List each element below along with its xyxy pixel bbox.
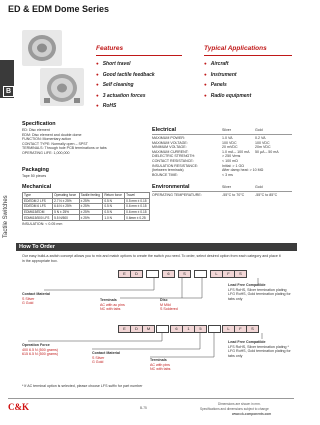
- table-row: EDM615/500 LFS 5.5 N/500 ± 25% 1.0 N 0.6mm ± 0.25: [23, 215, 150, 221]
- application-item: ● Radio equipment: [204, 91, 251, 102]
- environmental-col-gold: Gold: [255, 185, 263, 189]
- feature-item: ● 3 actuation forces: [96, 91, 155, 102]
- code-box: E: [118, 270, 131, 278]
- feature-item: ● RoHS: [96, 101, 155, 112]
- edm-contact-material: Contact Material S Silver G Gold: [92, 351, 120, 365]
- electrical-rule: [152, 134, 292, 135]
- electrical-col-silver: Silver: [222, 128, 231, 132]
- applications-list: [204, 59, 251, 101]
- code-box: 5: [194, 325, 207, 333]
- footer-url[interactable]: www.ck-components.com: [232, 412, 272, 416]
- col-header: Operating force: [53, 193, 80, 199]
- code-box: 6: [162, 270, 175, 278]
- applications-rule: [204, 55, 292, 56]
- spec-line: OPERATING LIFE: 1,000,000: [22, 150, 70, 155]
- footer-note-2: Specifications and dimensions subject to change: [200, 407, 269, 411]
- feature-item: ● Good tactile feedback: [96, 70, 155, 81]
- features-heading: Features: [96, 45, 124, 52]
- packaging-line: Tape 50 pieces: [22, 174, 47, 178]
- page-title: ED & EDM Dome Series: [8, 4, 110, 14]
- col-header: Travel: [125, 193, 150, 199]
- spec-line: FUNCTION: Momentary action: [22, 137, 72, 142]
- how-to-order-heading: How To Order: [16, 243, 297, 251]
- electrical-row: (between terminals) After damp heat: > 10 MΩ: [152, 168, 264, 173]
- electrical-row: MINIMUM VOLTAGE: 20 mVDC 20m VDC: [152, 145, 271, 150]
- product-image-top: [22, 30, 62, 66]
- features-rule: [96, 55, 182, 56]
- electrical-row: BOUNCE TIME: < 3 ms: [152, 172, 233, 177]
- application-item: ● Aircraft: [204, 59, 251, 70]
- order-footnote: * If AC terminal option is selected, please choose LFS suffix for part number: [22, 384, 143, 388]
- electrical-row: DIELECTRIC STRENGTH: > 250 Vrms: [152, 154, 241, 159]
- col-header: Tactile feeling: [79, 193, 103, 199]
- ed-disc: Disc M Mild S Soldered: [160, 298, 178, 312]
- code-box: 6: [170, 325, 183, 333]
- edm-terminals: Terminals AC with pins NC with tabs: [150, 358, 171, 372]
- code-box: S: [246, 325, 259, 333]
- feature-item: ● Short travel: [96, 59, 155, 70]
- code-box: F: [222, 270, 235, 278]
- code-box: L: [222, 325, 235, 333]
- edm-lead-free: Lead Free Compatible LFS RoHS, Silver termination plating * LFG RoHS, Gold termination plating for tabs only: [228, 340, 291, 358]
- code-box: S: [178, 270, 191, 278]
- side-tab-letter: B: [3, 86, 14, 97]
- table-row: EDM615/EDM 5 N ± 25% ± 25% 0.5 N 0.6 mm ± 0.15: [23, 209, 150, 215]
- ed-lead-free: Lead Free Compatible LFS RoHS, Silver termination plating LFG RoHS, Gold termination plating for tabs only: [228, 283, 291, 301]
- ck-logo: C&K: [8, 402, 29, 412]
- code-box: L: [210, 270, 223, 278]
- application-item: ● Instrument: [204, 70, 251, 81]
- edm-operation-force: Operation Force 400 6.5 N (500 grams) 615 6.5 N (500 grams): [22, 343, 58, 357]
- col-header: Return force: [103, 193, 125, 199]
- mechanical-note: INSULATION: < 0.05 mm: [22, 222, 63, 226]
- spec-line: TERMINALS: Through hole PCB terminations or tabs: [22, 146, 107, 151]
- electrical-row: MAXIMUM CURRENT: 1.0 mA – 100 mA 50 µA – 50 mA: [152, 149, 279, 154]
- feature-item: ● Self cleaning: [96, 80, 155, 91]
- specification-lines: [22, 128, 142, 156]
- specification-heading: Specification: [22, 121, 56, 127]
- spec-line: EDM: Disc element and double dome: [22, 132, 82, 137]
- electrical-table: [152, 136, 292, 177]
- packaging-heading: Packaging: [22, 167, 49, 173]
- page-number: B-75: [140, 406, 147, 410]
- dome-switch-image-2: [40, 68, 84, 106]
- spec-line: ED: Disc element: [22, 128, 50, 132]
- ed-contact-material: Contact Material S Silver G Gold: [22, 292, 50, 306]
- col-header: Type: [23, 193, 53, 199]
- side-tab-text: Tactile Switches: [3, 195, 9, 238]
- spec-line: CONTACT TYPE: Normally open – SPST: [22, 141, 88, 146]
- electrical-col-gold: Gold: [255, 128, 263, 132]
- code-box: D: [130, 325, 143, 333]
- code-box: S: [234, 270, 247, 278]
- ed-terminals: Terminals AC with ac pins NC with tabs: [100, 298, 125, 312]
- code-box: 1: [182, 325, 195, 333]
- table-row: ED/EDM 6 LFS 6.6 N ± 25% ± 25% 0.5 N 0.6 mm ± 0.15: [23, 204, 150, 210]
- features-list: [96, 59, 155, 112]
- electrical-row: INSULATION RESISTANCE: Initial: > 1 GΩ: [152, 163, 244, 168]
- code-box: D: [130, 270, 143, 278]
- table-row: ED/EDM 2 LFS 2.7 N ± 25% ± 25% 0.5 N 0.5 mm ± 0.15: [23, 198, 150, 204]
- code-box: M: [142, 325, 155, 333]
- code-box: E: [118, 325, 131, 333]
- application-item: ● Panels: [204, 80, 251, 91]
- electrical-row: MAXIMUM POWER: 1.0 VA 0.2 VA: [152, 136, 266, 140]
- code-box: F: [234, 325, 247, 333]
- dome-switch-image: [22, 30, 62, 66]
- electrical-row: MAXIMUM VOLTAGE: 100 VDC 100 VDC: [152, 140, 270, 145]
- mechanical-table-wrap: [22, 192, 150, 221]
- environmental-rule: [152, 191, 292, 192]
- product-image-bottom: [40, 68, 84, 106]
- mechanical-heading: Mechanical: [22, 184, 52, 190]
- footer-rule: [8, 398, 294, 399]
- how-to-order-intro: Our easy build-a-switch concept allows you to mix and match options to create the switch you need. To order, select desired option from each category and place it in the appropriate box.: [22, 254, 281, 263]
- footer-note-1: Dimensions are shown in mm.: [218, 402, 261, 406]
- mechanical-table: [22, 192, 150, 221]
- electrical-heading: Electrical: [152, 127, 176, 133]
- environmental-heading: Environmental: [152, 184, 190, 190]
- applications-heading: Typical Applications: [204, 45, 267, 52]
- environmental-row: OPERATING TEMPERATURE: -55°C to 70°C -55°C to 85°C: [152, 193, 278, 197]
- electrical-row: CONTACT RESISTANCE: < 100 mΩ: [152, 158, 238, 163]
- environmental-col-silver: Silver: [222, 185, 231, 189]
